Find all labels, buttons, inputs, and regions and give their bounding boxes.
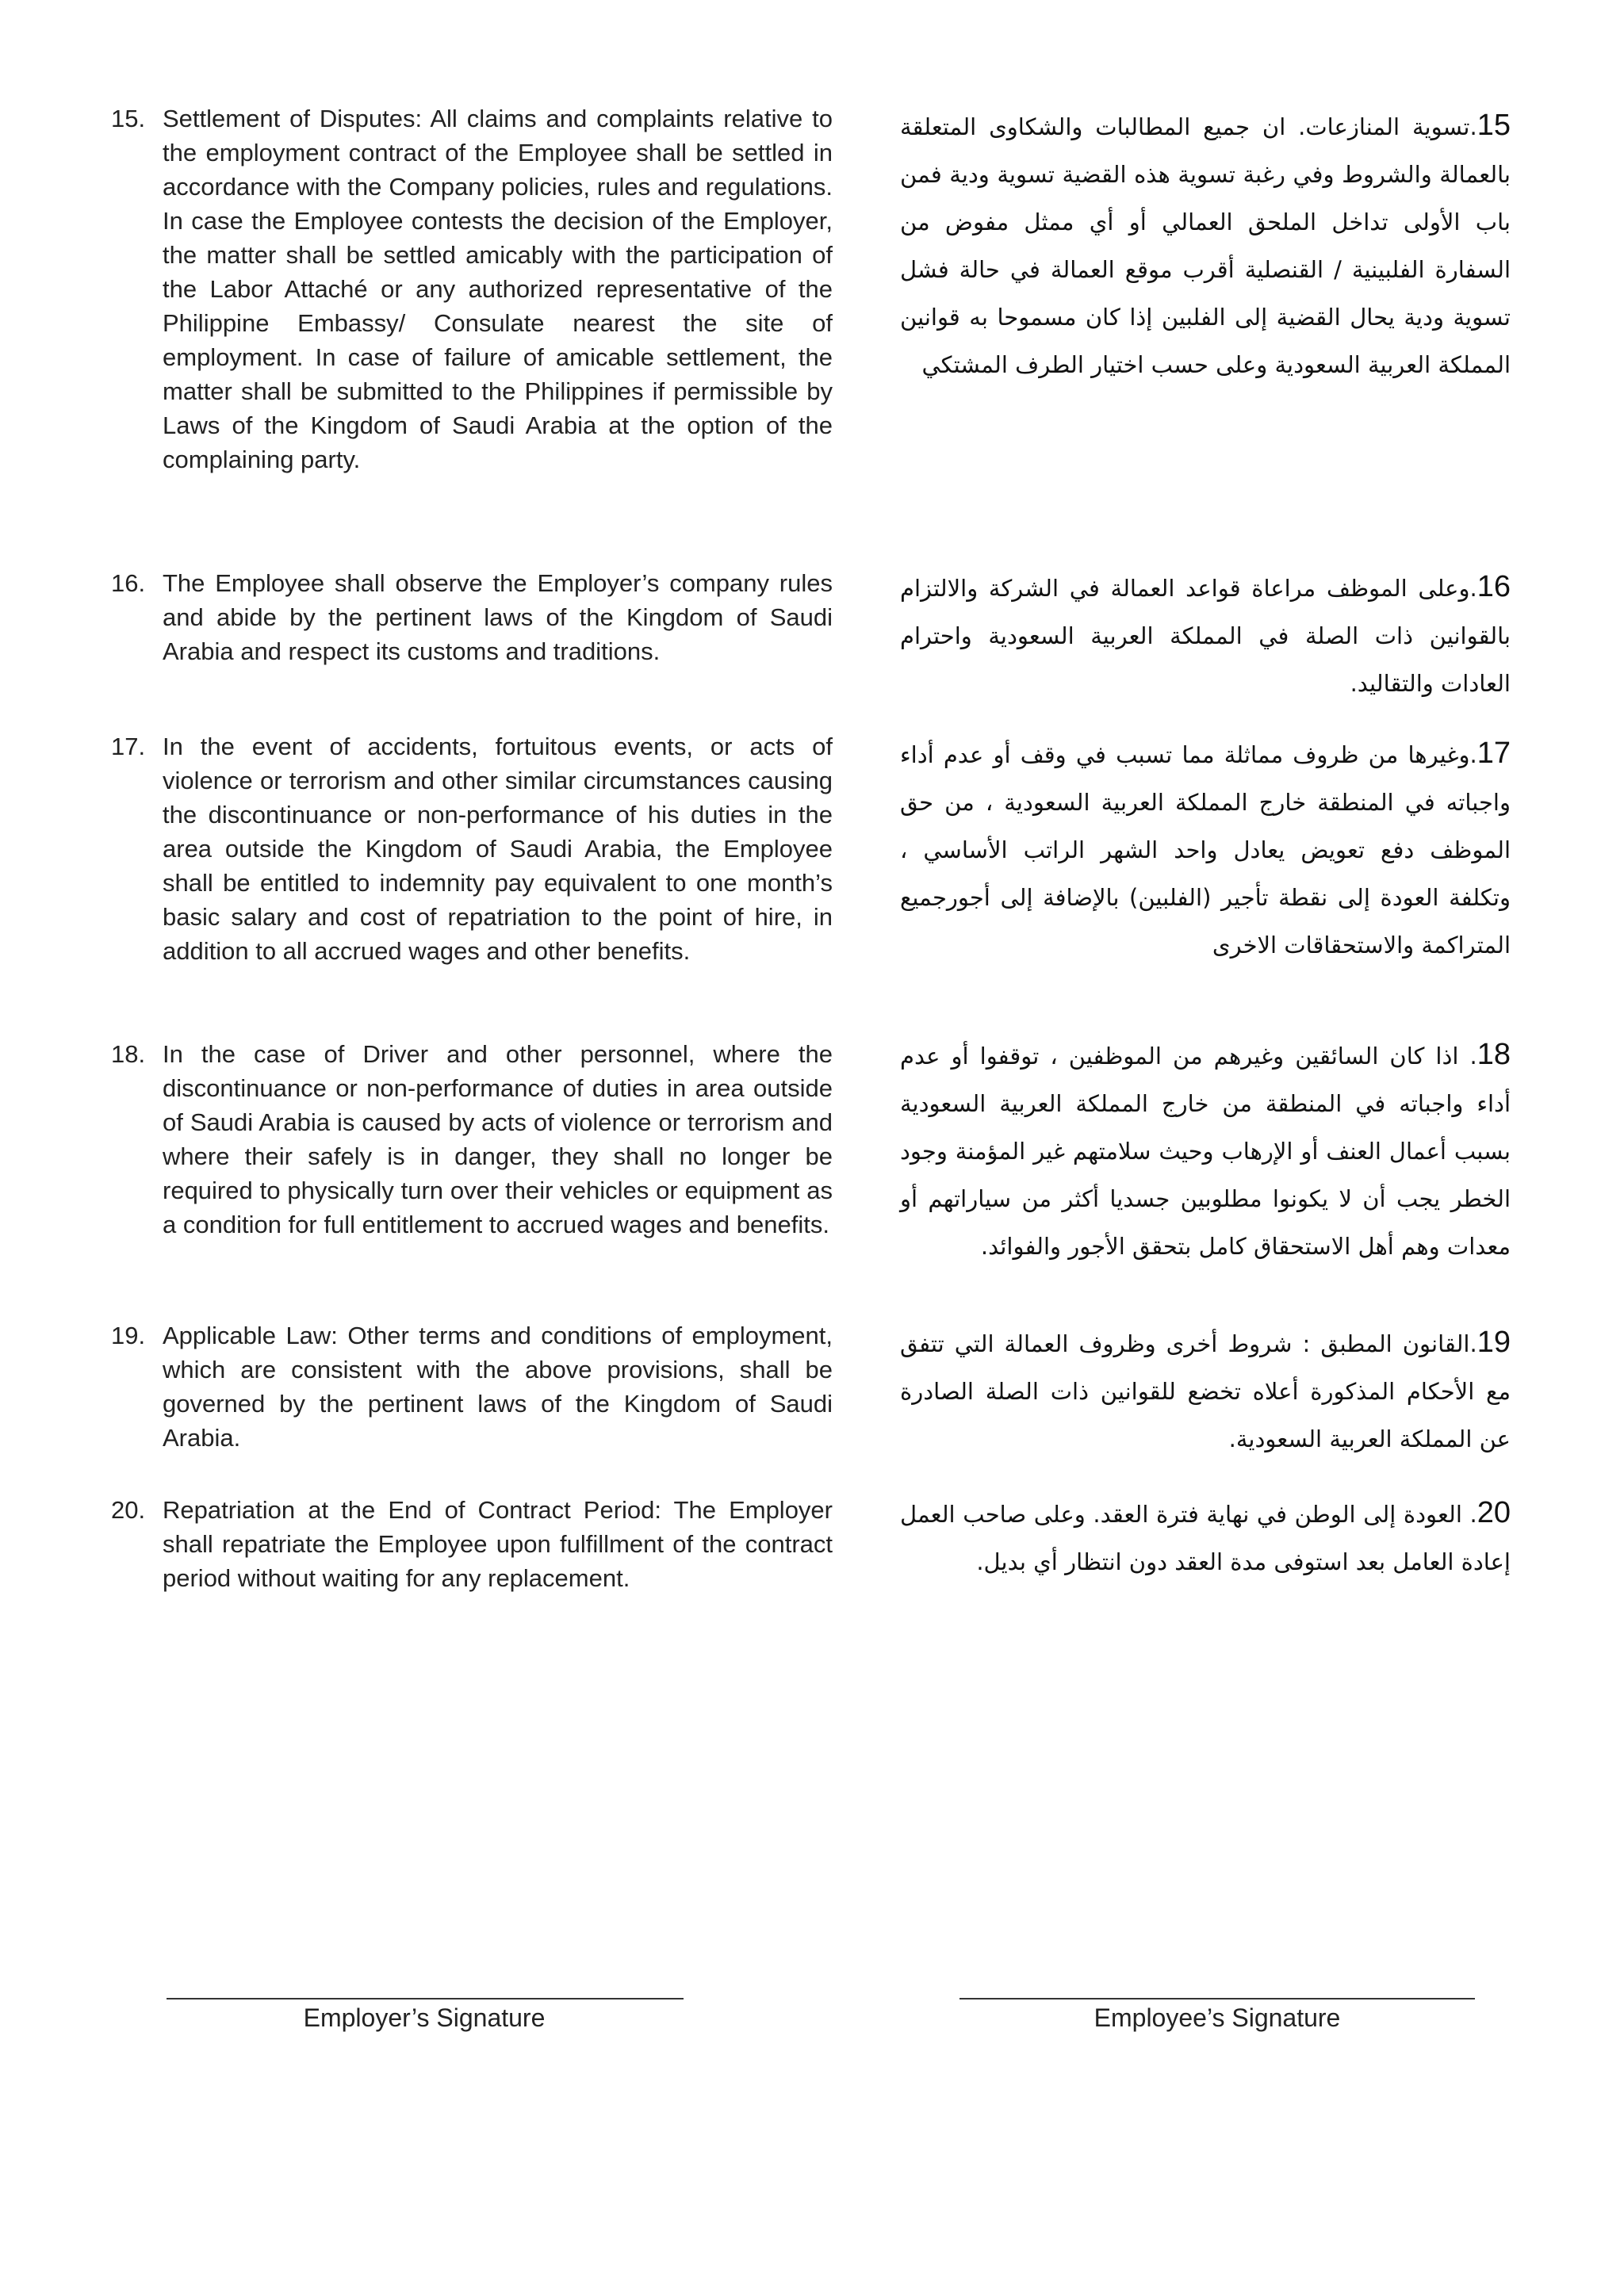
- clause-15-arabic: [900, 101, 1511, 388]
- clause-text: In the event of accidents, fortuitous events, or acts of violence or terrorism and other similar circumstances causing the discontinuance or non-performance of his duties in the area outside the Kingdom of Saudi Arabia, the Employee shall be entitled to indemnity pay equivalent to one month’s basic salary and cost of repatriation to the point of hire, in addition to all accrued wages and other benefits.: [163, 733, 833, 965]
- clause-text-arabic: .تسوية المنازعات. ان جميع المطالبات والشكاوى المتعلقة بالعمالة والشروط وفي رغبة تسوية هذه القضية تسوية ودية فمن باب الأولى تداخل الملحق العمالي أو أي ممثل مفوض من السفارة الفلبينية / القنصلية أقرب موقع العمالة في حالة فشل تسوية ودية يحال القضية إلى الفلبين إذا كان مسموحا به قوانين المملكة العربية السعودية وعلى حسب اختيار الطرف المشتكي: [900, 113, 1511, 378]
- clause-18-arabic: [900, 1031, 1511, 1270]
- clause-number: 20: [1477, 1496, 1511, 1529]
- clause-18-english: [111, 1037, 833, 1242]
- clause-17-arabic: [900, 729, 1511, 969]
- clause-19-arabic: [900, 1318, 1511, 1463]
- clause-number: 18: [1477, 1038, 1511, 1071]
- clause-text-arabic: .وعلى الموظف مراعاة قواعد العمالة في الشركة والالتزام بالقوانين ذات الصلة في المملكة العربية السعودية واحترام العادات والتقاليد.: [900, 575, 1511, 697]
- clause-number: 17.: [111, 733, 146, 760]
- clause-number: 20.: [111, 1496, 146, 1524]
- clause-16-arabic: [900, 563, 1511, 707]
- employer-signature-line: [167, 1998, 684, 1999]
- clause-16-english: [111, 566, 833, 668]
- clause-number: 17: [1477, 737, 1511, 770]
- clause-text-arabic: . العودة إلى الوطن في نهاية فترة العقد. وعلى صاحب العمل إعادة العامل بعد استوفى مدة العقد دون انتظار أي بديل.: [900, 1501, 1511, 1575]
- clause-text: Settlement of Disputes: All claims and complaints relative to the employment contract of the Employee shall be settled in accordance with the Company policies, rules and regulations. In case the Employee contests the decision of the Employer, the matter shall be settled amicably with the participation of the Labor Attaché or any authorized representative of the Philippine Embassy/ Consulate nearest the site of employment. In case of failure of amicable settlement, the matter shall be submitted to the Philippines if permissible by Laws of the Kingdom of Saudi Arabia at the option of the complaining party.: [163, 105, 833, 473]
- clause-text: The Employee shall observe the Employer’s company rules and abide by the pertinent laws of the Kingdom of Saudi Arabia and respect its customs and traditions.: [163, 569, 833, 665]
- clause-number: 19.: [111, 1322, 146, 1349]
- clause-text: In the case of Driver and other personnel, where the discontinuance or non-performance of duties in area outside of Saudi Arabia is caused by acts of violence or terrorism and where their safely is in danger, they shall no longer be required to physically turn over their vehicles or equipment as a condition for full entitlement to accrued wages and benefits.: [163, 1040, 833, 1238]
- employee-signature-line: [959, 1998, 1475, 1999]
- clause-number: 16: [1477, 570, 1511, 603]
- clause-text: Repatriation at the End of Contract Period: The Employer shall repatriate the Employee upon fulfillment of the contract period without waiting for any replacement.: [163, 1496, 833, 1592]
- clause-number: 15: [1477, 109, 1511, 142]
- clause-number: 19: [1477, 1326, 1511, 1359]
- clause-text-arabic: . اذا كان السائقين وغيرهم من الموظفين ، توقفوا أو عدم أداء واجباته في المنطقة من خارج المملكة العربية السعودية بسبب أعمال العنف أو الإرهاب وحيث سلامتهم غير المؤمنة وجود الخطر يجب أن لا يكونوا مطلوبين جسديا أكثر من سياراتهم أو معدات وهم أهل الاستحقاق كامل بتحقق الأجور والفوائد.: [900, 1043, 1511, 1260]
- clause-number: 16.: [111, 569, 146, 597]
- employee-signature-label: Employee’s Signature: [1094, 2003, 1341, 2032]
- clause-17-english: [111, 729, 833, 968]
- clause-text-arabic: .القانون المطبق : شروط أخرى وظروف العمالة التي تتفق مع الأحكام المذكورة أعلاه تخضع للقوانين ذات الصلة الصادرة عن المملكة العربية السعودية.: [900, 1330, 1511, 1452]
- employer-signature-label: Employer’s Signature: [303, 2003, 546, 2032]
- clause-number: 15.: [111, 105, 146, 132]
- clause-text-arabic: .وغيرها من ظروف مماثلة مما تسبب في وقف أو عدم أداء واجباته في المنطقة خارج المملكة العربية السعودية ، من حق الموظف دفع تعويض يعادل واحد الشهر الراتب الأساسي ، وتكلفة العودة إلى نقطة تأجير (الفلبين) بالإضافة إلى أجورجميع المتراكمة والاستحقاقات الاخرى: [900, 741, 1511, 959]
- clause-15-english: [111, 101, 833, 476]
- clause-number: 18.: [111, 1040, 146, 1068]
- clause-19-english: [111, 1318, 833, 1455]
- clause-20-arabic: [900, 1489, 1511, 1586]
- clause-20-english: [111, 1493, 833, 1595]
- clause-text: Applicable Law: Other terms and conditions of employment, which are consistent with the above provisions, shall be governed by the pertinent laws of the Kingdom of Saudi Arabia.: [163, 1322, 833, 1452]
